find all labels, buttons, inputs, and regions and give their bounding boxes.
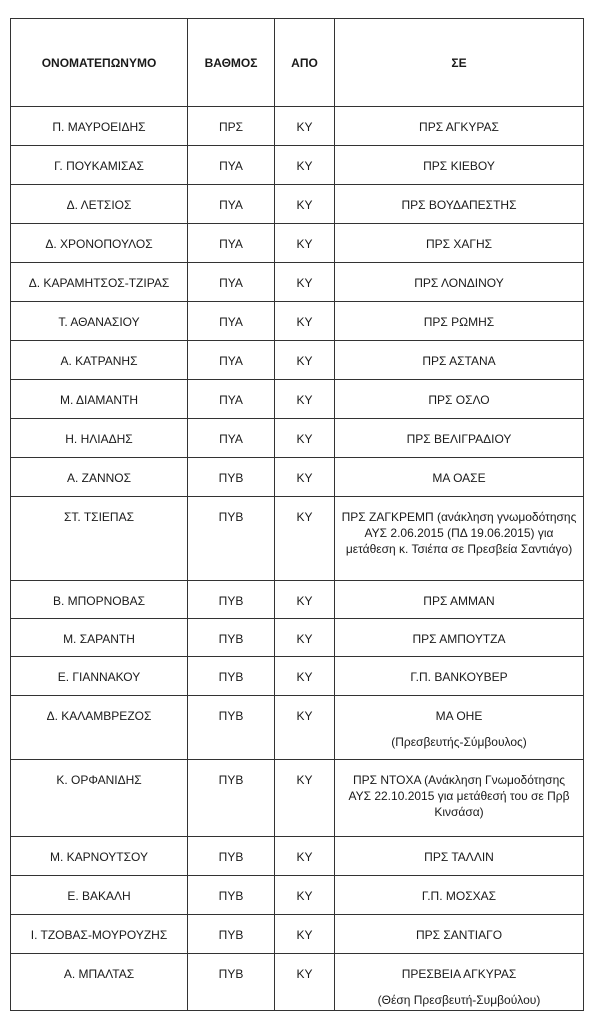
cell-from-text: ΚΥ: [296, 276, 313, 290]
cell-rank: [188, 341, 275, 380]
header-to: ΣΕ: [335, 19, 584, 107]
cell-from: [275, 657, 335, 696]
header-name: ΟΝΟΜΑΤΕΠΩΝΥΜΟ: [11, 19, 188, 107]
cell-name: [11, 837, 188, 876]
cell-from: [275, 760, 335, 837]
cell-to-text: ΠΡΣ ΚΙΕΒΟΥ: [423, 159, 495, 173]
cell-rank-text: ΠΥΑ: [219, 276, 243, 290]
cell-from-text: ΚΥ: [296, 198, 313, 212]
cell-to-text: ΠΡΕΣΒΕΙΑ ΑΓΚΥΡΑΣ: [401, 967, 517, 981]
assignments-table-body: [11, 19, 584, 1011]
cell-to: [335, 696, 584, 760]
table-row: [11, 146, 584, 185]
cell-to: [335, 458, 584, 497]
cell-rank: [188, 876, 275, 915]
cell-to: [335, 760, 584, 837]
cell-to-text: ΠΡΣ ΤΑΛΛΙΝ: [424, 850, 494, 864]
cell-name: [11, 263, 188, 302]
cell-name-text: Α. ΜΠΑΛΤΑΣ: [63, 967, 135, 981]
cell-name-text: Κ. ΟΡΦΑΝΙΔΗΣ: [56, 773, 142, 787]
cell-name-text: Α. ΖΑΝΝΟΣ: [66, 471, 132, 485]
cell-to: [335, 954, 584, 1011]
cell-rank: [188, 380, 275, 419]
cell-rank-text: ΠΥΑ: [219, 237, 243, 251]
cell-to: [335, 581, 584, 619]
cell-rank: [188, 837, 275, 876]
cell-name-text: Δ. ΛΕΤΣΙΟΣ: [66, 198, 132, 212]
cell-to: [335, 497, 584, 581]
cell-from-text: ΚΥ: [296, 773, 313, 787]
cell-from-text: ΚΥ: [296, 237, 313, 251]
cell-rank: [188, 146, 275, 185]
cell-to-text: ΠΡΣ ΡΩΜΗΣ: [423, 315, 495, 329]
cell-rank-text: ΠΥΑ: [219, 393, 243, 407]
cell-rank-text: ΠΥΒ: [218, 889, 244, 903]
cell-name: [11, 224, 188, 263]
cell-to-text: ΠΡΣ ΧΑΓΗΣ: [425, 237, 493, 251]
table-row: [11, 458, 584, 497]
cell-to-text: ΠΡΣ ΣΑΝΤΙΑΓΟ: [415, 928, 503, 942]
cell-to: [335, 380, 584, 419]
cell-name-text: Β. ΜΠΟΡΝΟΒΑΣ: [52, 594, 146, 608]
cell-from: [275, 581, 335, 619]
cell-name-text: ΣΤ. ΤΣΙΕΠΑΣ: [63, 510, 135, 524]
cell-name-text: Δ. ΧΡΟΝΟΠΟΥΛΟΣ: [45, 237, 153, 251]
cell-from-text: ΚΥ: [296, 670, 313, 684]
cell-from-text: ΚΥ: [296, 967, 313, 981]
cell-from: [275, 696, 335, 760]
header-from: ΑΠΟ: [275, 19, 335, 107]
cell-rank: [188, 185, 275, 224]
cell-from: [275, 915, 335, 954]
cell-rank-text: ΠΥΒ: [218, 471, 244, 485]
cell-from-text: ΚΥ: [296, 850, 313, 864]
table-row: [11, 581, 584, 619]
table-row: [11, 837, 584, 876]
cell-name: [11, 915, 188, 954]
table-row: [11, 107, 584, 146]
cell-from-text: ΚΥ: [296, 159, 313, 173]
cell-rank: [188, 657, 275, 696]
cell-from: [275, 497, 335, 581]
cell-from-text: ΚΥ: [296, 928, 313, 942]
table-row: [11, 224, 584, 263]
cell-to: [335, 263, 584, 302]
cell-from: [275, 458, 335, 497]
cell-name-text: Δ. ΚΑΡΑΜΗΤΣΟΣ-ΤΖΙΡΑΣ: [28, 276, 170, 290]
cell-to: [335, 657, 584, 696]
cell-note: (Πρεσβευτής-Σύμβουλος): [391, 735, 527, 749]
cell-name: [11, 657, 188, 696]
cell-from: [275, 837, 335, 876]
cell-name: [11, 107, 188, 146]
cell-to-text: ΠΡΣ ΝΤΟΧΑ (Ανάκληση Γνωμοδότησης ΑΥΣ 22.10.2015 για μετάθεσή του σε Πρβ Κινσάσα): [348, 773, 570, 819]
cell-name: [11, 954, 188, 1011]
table-row: [11, 696, 584, 760]
cell-rank-text: ΠΥΑ: [219, 198, 243, 212]
cell-name: [11, 185, 188, 224]
cell-to-text: ΠΡΣ ΑΜΜΑΝ: [423, 594, 495, 608]
cell-to: [335, 146, 584, 185]
cell-rank: [188, 954, 275, 1011]
cell-from-text: ΚΥ: [296, 315, 313, 329]
cell-to: [335, 341, 584, 380]
cell-name: [11, 876, 188, 915]
table-row: [11, 619, 584, 657]
cell-rank: [188, 581, 275, 619]
cell-name-text: Η. ΗΛΙΑΔΗΣ: [65, 432, 133, 446]
cell-rank-text: ΠΥΒ: [218, 850, 244, 864]
cell-name-text: Τ. ΑΘΑΝΑΣΙΟΥ: [58, 315, 140, 329]
cell-from-text: ΚΥ: [296, 709, 313, 723]
cell-to-text: Γ.Π. ΒΑΝΚΟΥΒΕΡ: [410, 670, 508, 684]
cell-to-text: ΜΑ ΟΗΕ: [435, 709, 483, 723]
table-row: [11, 657, 584, 696]
cell-from: [275, 954, 335, 1011]
assignments-table: [10, 18, 584, 1011]
cell-name-text: Μ. ΣΑΡΑΝΤΗ: [63, 632, 135, 646]
cell-name-text: Ε. ΒΑΚΑΛΗ: [67, 889, 131, 903]
table-row: [11, 760, 584, 837]
cell-rank-text: ΠΥΒ: [218, 967, 244, 981]
cell-to-text: ΠΡΣ ΖΑΓΚΡΕΜΠ (ανάκληση γνωμοδότησης ΑΥΣ 2.06.2015 (ΠΔ 19.06.2015) για μετάθεση κ. Τσιέπα σε Πρεσβεία Σαντιάγο): [341, 510, 577, 556]
cell-name: [11, 146, 188, 185]
cell-name-text: Ε. ΓΙΑΝΝΑΚΟΥ: [57, 670, 141, 684]
cell-name-text: Μ. ΚΑΡΝΟΥΤΣΟΥ: [50, 850, 148, 864]
header-rank: ΒΑΘΜΟΣ: [188, 19, 275, 107]
cell-from-text: ΚΥ: [296, 889, 313, 903]
cell-rank-text: ΠΥΒ: [218, 709, 244, 723]
cell-name-text: Μ. ΔΙΑΜΑΝΤΗ: [59, 393, 139, 407]
cell-from: [275, 876, 335, 915]
cell-rank: [188, 497, 275, 581]
cell-rank-text: ΠΥΒ: [218, 928, 244, 942]
cell-rank: [188, 760, 275, 837]
cell-to: [335, 224, 584, 263]
cell-to: [335, 837, 584, 876]
cell-rank: [188, 302, 275, 341]
cell-rank: [188, 619, 275, 657]
cell-rank: [188, 107, 275, 146]
table-row: [11, 497, 584, 581]
cell-name-text: Π. ΜΑΥΡΟΕΙΔΗΣ: [52, 120, 146, 134]
cell-rank-text: ΠΥΒ: [218, 632, 244, 646]
cell-to-text: Γ.Π. ΜΟΣΧΑΣ: [421, 889, 497, 903]
cell-to-text: ΠΡΣ ΒΕΛΙΓΡΑΔΙΟΥ: [406, 432, 512, 446]
cell-to: [335, 302, 584, 341]
cell-from: [275, 107, 335, 146]
table-row: [11, 419, 584, 458]
cell-name-text: Α. ΚΑΤΡΑΝΗΣ: [60, 354, 138, 368]
cell-from: [275, 341, 335, 380]
cell-name: [11, 497, 188, 581]
cell-name: [11, 458, 188, 497]
cell-rank-text: ΠΥΒ: [218, 594, 244, 608]
cell-rank-text: ΠΥΑ: [219, 432, 243, 446]
table-row: [11, 380, 584, 419]
table-row: [11, 915, 584, 954]
cell-to: [335, 619, 584, 657]
cell-rank: [188, 696, 275, 760]
cell-to: [335, 915, 584, 954]
cell-from-text: ΚΥ: [296, 471, 313, 485]
cell-to-text: ΠΡΣ ΒΟΥΔΑΠΕΣΤΗΣ: [401, 198, 517, 212]
cell-rank-text: ΠΥΑ: [219, 315, 243, 329]
cell-rank: [188, 224, 275, 263]
cell-name: [11, 619, 188, 657]
cell-rank: [188, 915, 275, 954]
cell-to: [335, 185, 584, 224]
cell-from-text: ΚΥ: [296, 120, 313, 134]
cell-rank: [188, 263, 275, 302]
cell-from-text: ΚΥ: [296, 393, 313, 407]
cell-from: [275, 302, 335, 341]
cell-to: [335, 107, 584, 146]
table-row: [11, 263, 584, 302]
cell-to: [335, 876, 584, 915]
cell-note: (Θέση Πρεσβευτή-Συμβούλου): [377, 993, 541, 1007]
cell-name: [11, 302, 188, 341]
cell-name-text: Δ. ΚΑΛΑΜΒΡΕΖΟΣ: [46, 709, 152, 723]
cell-name-text: Ι. ΤΖΟΒΑΣ-ΜΟΥΡΟΥΖΗΣ: [30, 928, 168, 942]
cell-name-text: Γ. ΠΟΥΚΑΜΙΣΑΣ: [54, 159, 144, 173]
cell-from: [275, 619, 335, 657]
table-row: [11, 302, 584, 341]
cell-rank-text: ΠΥΒ: [218, 510, 244, 524]
cell-name: [11, 696, 188, 760]
cell-rank-text: ΠΥΑ: [219, 159, 243, 173]
cell-to-text: ΠΡΣ ΛΟΝΔΙΝΟΥ: [414, 276, 504, 290]
cell-rank-text: ΠΡΣ: [218, 120, 244, 134]
cell-name: [11, 341, 188, 380]
cell-from-text: ΚΥ: [296, 432, 313, 446]
cell-to-text: ΜΑ ΟΑΣΕ: [432, 471, 486, 485]
cell-from-text: ΚΥ: [296, 632, 313, 646]
cell-from-text: ΚΥ: [296, 510, 313, 524]
cell-name: [11, 419, 188, 458]
table-row: [11, 341, 584, 380]
cell-to-text: ΠΡΣ ΟΣΛΟ: [428, 393, 490, 407]
cell-to-text: ΠΡΣ ΑΓΚΥΡΑΣ: [419, 120, 499, 134]
cell-rank: [188, 419, 275, 458]
cell-from-text: ΚΥ: [296, 594, 313, 608]
cell-name: [11, 581, 188, 619]
cell-from: [275, 380, 335, 419]
cell-from-text: ΚΥ: [296, 354, 313, 368]
table-row: [11, 876, 584, 915]
cell-rank-text: ΠΥΒ: [218, 773, 244, 787]
cell-rank-text: ΠΥΑ: [219, 354, 243, 368]
cell-rank-text: ΠΥΒ: [218, 670, 244, 684]
header-row: [11, 19, 584, 107]
cell-from: [275, 419, 335, 458]
cell-from: [275, 263, 335, 302]
cell-from: [275, 224, 335, 263]
cell-name: [11, 760, 188, 837]
cell-to-text: ΠΡΣ ΑΣΤΑΝΑ: [422, 354, 496, 368]
cell-from: [275, 185, 335, 224]
cell-from: [275, 146, 335, 185]
table-row: [11, 185, 584, 224]
cell-to-text: ΠΡΣ ΑΜΠΟΥΤΖΑ: [412, 632, 506, 646]
cell-name: [11, 380, 188, 419]
cell-rank: [188, 458, 275, 497]
cell-to: [335, 419, 584, 458]
table-row: [11, 954, 584, 1011]
